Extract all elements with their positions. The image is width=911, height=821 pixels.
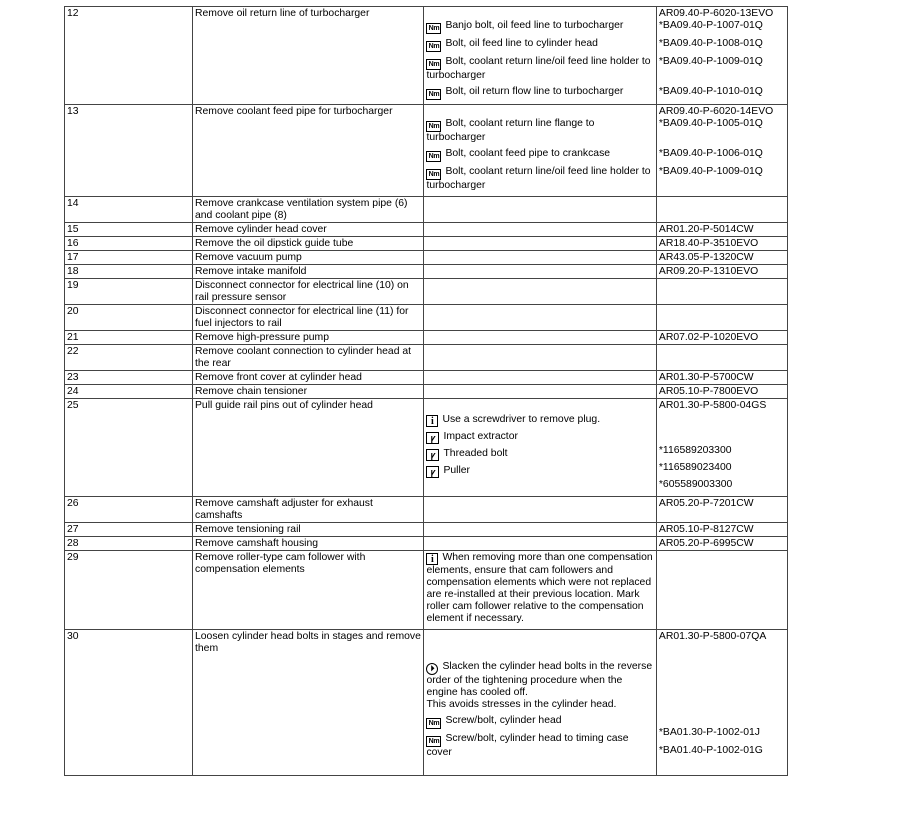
step-number: 29 — [65, 551, 193, 630]
reference-code: AR05.10-P-7800EVO — [658, 386, 759, 397]
step-number: 24 — [65, 385, 193, 399]
note-text: Bolt, coolant feed pipe to crankcase — [445, 148, 611, 159]
reference-code: AR09.40-P-6020-14EVO — [658, 106, 774, 117]
step-number: 21 — [65, 331, 193, 345]
step-notes — [424, 537, 656, 551]
note-extra-text: This avoids stresses in the cylinder head. — [426, 699, 617, 710]
note-text: When removing more than one compensation elements, ensure that cam followers and compensation elements which were not replaced are re-installed at their previous location. Mark roller cam follower relative to the compensation element if necessary. — [426, 552, 653, 624]
reference-code: AR01.20-P-5014CW — [658, 224, 754, 235]
info-icon: i — [426, 415, 438, 427]
note-item — [426, 448, 653, 461]
table-row — [65, 399, 788, 497]
step-number: 18 — [65, 265, 193, 279]
reference-code: AR05.20-P-6995CW — [658, 538, 754, 549]
step-reference — [656, 385, 787, 399]
note-item — [426, 465, 653, 478]
note-item — [426, 118, 653, 144]
table-row — [65, 497, 788, 523]
table-row — [65, 197, 788, 223]
step-notes — [424, 331, 656, 345]
note-text: Use a screwdriver to remove plug. — [442, 414, 601, 425]
step-notes — [424, 371, 656, 385]
note-text: Banjo bolt, oil feed line to turbocharger — [445, 20, 624, 31]
special-tool-icon: ꝩ — [426, 466, 439, 478]
step-notes — [424, 551, 656, 630]
step-number: 26 — [65, 497, 193, 523]
reference-code: AR07.02-P-1020EVO — [658, 332, 759, 343]
step-number: 22 — [65, 345, 193, 371]
step-notes — [424, 630, 656, 776]
step-action: Remove crankcase ventilation system pipe (6) and coolant pipe (8) — [193, 197, 424, 223]
table-row — [65, 523, 788, 537]
step-reference — [656, 223, 787, 237]
step-notes — [424, 305, 656, 331]
note-reference-code: *BA09.40-P-1009-01Q — [658, 166, 763, 177]
step-number: 28 — [65, 537, 193, 551]
step-action: Remove oil return line of turbocharger — [193, 7, 424, 105]
step-notes — [424, 237, 656, 251]
step-reference — [656, 345, 787, 371]
step-notes — [424, 385, 656, 399]
step-notes — [424, 105, 656, 197]
step-reference — [656, 7, 787, 105]
step-number: 12 — [65, 7, 193, 105]
note-reference-code: *BA01.40-P-1002-01G — [658, 745, 763, 756]
note-item — [426, 148, 653, 162]
procedure-table — [64, 6, 788, 776]
note-text: Screw/bolt, cylinder head to timing case cover — [426, 733, 629, 758]
table-row — [65, 237, 788, 251]
step-number: 16 — [65, 237, 193, 251]
table-row — [65, 537, 788, 551]
step-action: Remove chain tensioner — [193, 385, 424, 399]
note-reference-code: *116589203300 — [658, 445, 732, 456]
torque-nm-icon: Nm — [426, 736, 441, 747]
note-reference-code — [659, 552, 785, 625]
step-reference — [656, 105, 787, 197]
step-reference — [656, 279, 787, 305]
note-reference-code: *BA01.30-P-1002-01J — [658, 727, 760, 738]
torque-nm-icon: Nm — [426, 151, 441, 162]
torque-nm-icon: Nm — [426, 89, 441, 100]
step-action: Remove intake manifold — [193, 265, 424, 279]
torque-nm-icon: Nm — [426, 23, 441, 34]
table-row — [65, 345, 788, 371]
step-action: Remove the oil dipstick guide tube — [193, 237, 424, 251]
note-item — [426, 86, 653, 100]
step-reference — [656, 551, 787, 630]
special-tool-icon: ꝩ — [426, 432, 439, 444]
note-reference-code — [659, 673, 785, 723]
step-action: Remove cylinder head cover — [193, 223, 424, 237]
table-row — [65, 105, 788, 197]
reference-code: AR01.30-P-5700CW — [658, 372, 754, 383]
table-row — [65, 551, 788, 630]
torque-nm-icon: Nm — [426, 718, 441, 729]
step-action: Remove high-pressure pump — [193, 331, 424, 345]
step-action: Remove front cover at cylinder head — [193, 371, 424, 385]
table-row — [65, 371, 788, 385]
step-number: 20 — [65, 305, 193, 331]
note-reference-code — [659, 428, 785, 441]
note-reference-code: *BA09.40-P-1009-01Q — [658, 56, 763, 67]
note-text: Bolt, coolant return line flange to turbocharger — [426, 118, 595, 143]
table-row — [65, 265, 788, 279]
step-action: Remove tensioning rail — [193, 523, 424, 537]
step-reference — [656, 265, 787, 279]
note-reference-code: *116589023400 — [658, 462, 732, 473]
step-reference — [656, 251, 787, 265]
step-number: 19 — [65, 279, 193, 305]
step-number: 23 — [65, 371, 193, 385]
step-notes — [424, 251, 656, 265]
note-item — [426, 38, 653, 52]
step-reference — [656, 537, 787, 551]
step-action: Remove camshaft housing — [193, 537, 424, 551]
step-notes — [424, 399, 656, 497]
step-action: Remove camshaft adjuster for exhaust camshafts — [193, 497, 424, 523]
reference-code: AR18.40-P-3510EVO — [658, 238, 759, 249]
note-text: Bolt, oil return flow line to turbocharger — [445, 86, 624, 97]
note-text: Impact extractor — [443, 431, 518, 442]
note-text: Bolt, coolant return line/oil feed line holder to turbocharger — [426, 166, 651, 191]
table-row — [65, 251, 788, 265]
note-reference-code: *BA09.40-P-1006-01Q — [658, 148, 763, 159]
note-item — [426, 20, 653, 34]
step-notes — [424, 279, 656, 305]
reference-code: AR43.05-P-1320CW — [658, 252, 754, 263]
reference-code: AR05.10-P-8127CW — [658, 524, 754, 535]
step-reference — [656, 197, 787, 223]
table-row — [65, 223, 788, 237]
special-tool-icon: ꝩ — [426, 449, 439, 461]
step-notes — [424, 265, 656, 279]
step-action: Pull guide rail pins out of cylinder head — [193, 399, 424, 497]
step-number: 25 — [65, 399, 193, 497]
note-item — [426, 166, 653, 192]
step-number: 17 — [65, 251, 193, 265]
note-text: Slacken the cylinder head bolts in the reverse order of the tightening procedure when the engine has cooled off. — [426, 661, 653, 698]
step-number: 27 — [65, 523, 193, 537]
step-notes — [424, 7, 656, 105]
note-item — [426, 552, 653, 625]
reference-code: AR01.30-P-5800-07QA — [658, 631, 767, 642]
table-row — [65, 630, 788, 776]
note-reference-code: *BA09.40-P-1007-01Q — [658, 20, 763, 31]
table-row — [65, 385, 788, 399]
step-action: Remove coolant connection to cylinder head at the rear — [193, 345, 424, 371]
step-reference — [656, 237, 787, 251]
note-item — [426, 56, 653, 82]
step-reference — [656, 331, 787, 345]
table-row — [65, 331, 788, 345]
note-reference-code: *BA09.40-P-1008-01Q — [658, 38, 763, 49]
note-item — [426, 715, 653, 729]
step-notes — [424, 345, 656, 371]
note-reference-code: *605589003300 — [658, 479, 733, 490]
reference-code: AR09.20-P-1310EVO — [658, 266, 759, 277]
reference-code: AR01.30-P-5800-04GS — [658, 400, 767, 411]
step-action: Remove coolant feed pipe for turbocharger — [193, 105, 424, 197]
step-number: 13 — [65, 105, 193, 197]
torque-nm-icon: Nm — [426, 59, 441, 70]
step-notes — [424, 523, 656, 537]
note-text: Bolt, coolant return line/oil feed line holder to turbocharger — [426, 56, 651, 81]
note-item — [426, 661, 653, 711]
step-reference — [656, 497, 787, 523]
reference-code: AR09.40-P-6020-13EVO — [658, 8, 774, 19]
note-reference-code: *BA09.40-P-1010-01Q — [658, 86, 763, 97]
step-number: 30 — [65, 630, 193, 776]
table-row — [65, 305, 788, 331]
note-text: Threaded bolt — [443, 448, 508, 459]
torque-nm-icon: Nm — [426, 121, 441, 132]
step-number: 15 — [65, 223, 193, 237]
step-reference — [656, 305, 787, 331]
note-item — [426, 414, 653, 427]
step-reference — [656, 523, 787, 537]
step-notes — [424, 497, 656, 523]
step-action: Disconnect connector for electrical line (11) for fuel injectors to rail — [193, 305, 424, 331]
reference-code: AR05.20-P-7201CW — [658, 498, 754, 509]
step-reference — [656, 371, 787, 385]
step-action: Remove vacuum pump — [193, 251, 424, 265]
note-reference-code: *BA09.40-P-1005-01Q — [658, 118, 763, 129]
table-row — [65, 7, 788, 105]
step-notes — [424, 197, 656, 223]
step-reference — [656, 630, 787, 776]
note-text: Screw/bolt, cylinder head — [445, 715, 562, 726]
torque-nm-icon: Nm — [426, 169, 441, 180]
torque-nm-icon: Nm — [426, 41, 441, 52]
note-text: Bolt, oil feed line to cylinder head — [445, 38, 598, 49]
step-number: 14 — [65, 197, 193, 223]
table-row — [65, 279, 788, 305]
step-action: Remove roller-type cam follower with compensation elements — [193, 551, 424, 630]
note-item — [426, 733, 653, 759]
step-action: Disconnect connector for electrical line (10) on rail pressure sensor — [193, 279, 424, 305]
direction-icon: ⏵ — [426, 663, 438, 675]
step-notes — [424, 223, 656, 237]
note-text: Puller — [443, 465, 471, 476]
step-reference — [656, 399, 787, 497]
info-icon: i — [426, 553, 438, 565]
step-action: Loosen cylinder head bolts in stages and remove them — [193, 630, 424, 776]
note-item — [426, 431, 653, 444]
